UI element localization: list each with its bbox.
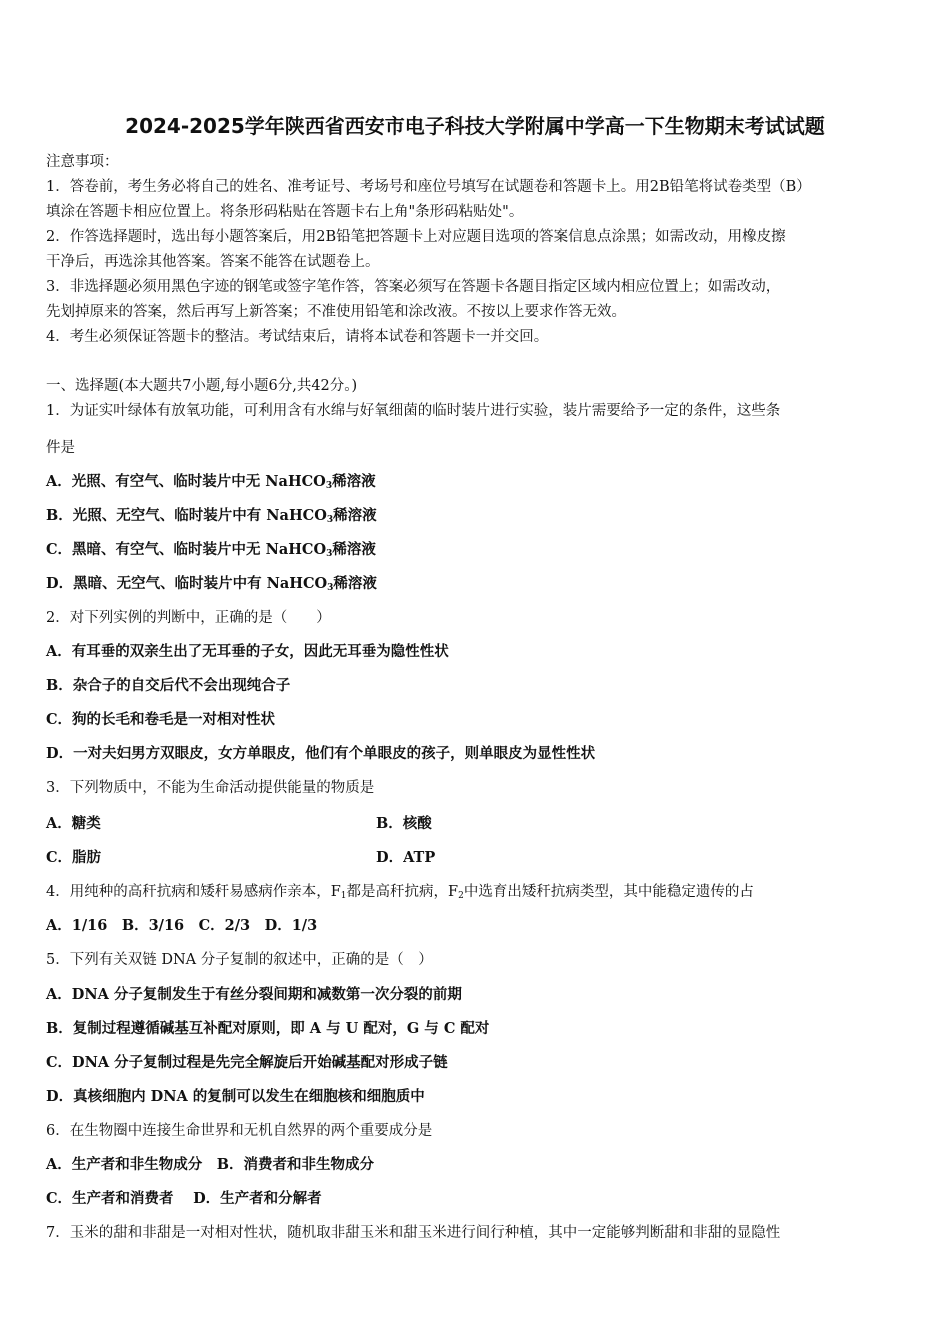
notice-line: 4．考生必须保证答题卡的整洁。考试结束后，请将本试卷和答题卡一并交回。 — [46, 329, 549, 345]
question-1-stem-cont: 件是 — [46, 440, 75, 456]
page-title: 2024-2025学年陕西省西安市电子科技大学附属中学高一下生物期末考试试题 — [125, 114, 825, 138]
question-text: 都是高秆抗病，F — [346, 884, 459, 900]
notice-line: 先划掉原来的答案，然后再写上新答案；不准使用铅笔和涂改液。不按以上要求作答无效。 — [46, 304, 626, 320]
option-text: C．黑暗、有空气、临时装片中无 NaHCO — [46, 541, 327, 558]
question-1-option-b — [46, 506, 377, 526]
question-3-option-b: B．核酸 — [376, 815, 432, 832]
question-3-option-a: A．糖类 — [46, 815, 101, 832]
question-3-stem — [46, 778, 374, 798]
option-tail: 稀溶液 — [333, 575, 377, 592]
question-5-option-d: D．真核细胞内 DNA 的复制可以发生在细胞核和细胞质中 — [46, 1088, 425, 1105]
question-1-option-c — [46, 540, 376, 560]
question-1-option-d — [46, 574, 377, 594]
question-6-stem — [46, 1121, 432, 1141]
question-1-option-a — [46, 472, 376, 492]
option-text: B．光照、无空气、临时装片中有 NaHCO — [46, 507, 327, 524]
question-text: 中选育出矮秆抗病类型，其中能稳定遗传的占 — [463, 884, 754, 900]
question-6-options-ab: A．生产者和非生物成分 B．消费者和非生物成分 — [46, 1156, 375, 1173]
question-text: 下列有关双链 DNA 分子复制的叙述中，正确的是（ ） — [69, 952, 433, 968]
notice-line: 干净后，再选涂其他答案。答案不能答在试题卷上。 — [46, 254, 380, 270]
subscript: 3 — [326, 515, 334, 525]
notice-heading: 注意事项： — [46, 154, 119, 170]
question-5-option-a: A．DNA 分子复制发生于有丝分裂间期和减数第一次分裂的前期 — [46, 986, 462, 1003]
question-1-stem — [46, 401, 780, 421]
question-2-option-d: D．一对夫妇男方双眼皮，女方单眼皮，他们有个单眼皮的孩子，则单眼皮为显性性状 — [46, 745, 596, 762]
question-2-option-b: B．杂合子的自交后代不会出现纯合子 — [46, 677, 291, 694]
question-number: 3． — [46, 780, 70, 796]
notice-line: 1．答卷前，考生务必将自己的姓名、准考证号、考场号和座位号填写在试题卷和答题卡上。用2B铅笔将试卷类型（B） — [46, 179, 811, 195]
subscript: 3 — [327, 583, 334, 593]
question-number: 2． — [46, 610, 70, 626]
question-number: 5． — [46, 952, 70, 968]
question-number: 6． — [46, 1123, 70, 1139]
subscript: 2 — [458, 891, 464, 901]
question-number: 4． — [46, 884, 70, 900]
question-2-stem — [46, 608, 331, 628]
question-5-stem — [46, 950, 433, 970]
question-text: 下列物质中，不能为生命活动提供能量的物质是 — [69, 780, 375, 796]
question-5-option-c: C．DNA 分子复制过程是先完全解旋后开始碱基配对形成子链 — [46, 1054, 448, 1071]
question-7-stem — [46, 1223, 780, 1243]
option-tail: 稀溶液 — [333, 507, 377, 524]
subscript: 3 — [325, 481, 333, 491]
question-6-options-cd: C．生产者和消费者 D．生产者和分解者 — [46, 1190, 322, 1207]
question-4-options: A．1/16 B．3/16 C．2/3 D．1/3 — [46, 917, 318, 934]
question-4-stem — [46, 882, 754, 902]
question-text: 为证实叶绿体有放氧功能，可利用含有水绵与好氧细菌的临时装片进行实验，装片需要给予一定的条件，这些条 — [69, 403, 781, 419]
notice-line: 3．非选择题必须用黑色字迹的钢笔或签字笔作答，答案必须写在答题卡各题目指定区域内相应位置上；如需改动， — [46, 279, 781, 295]
question-text: 用纯种的高秆抗病和矮秆易感病作亲本，F — [69, 884, 341, 900]
question-2-option-c: C．狗的长毛和卷毛是一对相对性状 — [46, 711, 276, 728]
option-tail: 稀溶液 — [332, 541, 376, 558]
option-text: A．光照、有空气、临时装片中无 NaHCO — [46, 473, 326, 490]
subscript: 3 — [326, 549, 333, 559]
question-2-option-a: A．有耳垂的双亲生出了无耳垂的子女，因此无耳垂为隐性性状 — [46, 643, 449, 660]
notice-line: 填涂在答题卡相应位置上。将条形码粘贴在答题卡右上角"条形码粘贴处"。 — [46, 204, 524, 220]
subscript: 1 — [340, 891, 347, 901]
question-3-option-d: D．ATP — [376, 849, 436, 866]
option-text: D．黑暗、无空气、临时装片中有 NaHCO — [46, 575, 328, 592]
question-3-option-c: C．脂肪 — [46, 849, 102, 866]
question-text: 玉米的甜和非甜是一对相对性状，随机取非甜玉米和甜玉米进行间行种植，其中一定能够判断甜和非甜的显隐性 — [69, 1225, 781, 1241]
question-text: 在生物圈中连接生命世界和无机自然界的两个重要成分是 — [69, 1123, 433, 1139]
question-5-option-b: B．复制过程遵循碱基互补配对原则，即 A 与 U 配对，G 与 C 配对 — [46, 1020, 490, 1037]
question-number: 1． — [46, 403, 70, 419]
section-heading: 一、选择题(本大题共7小题,每小题6分,共42分。) — [46, 378, 358, 394]
question-number: 7． — [46, 1225, 70, 1241]
notice-line: 2．作答选择题时，选出每小题答案后，用2B铅笔把答题卡上对应题目选项的答案信息点涂黑；如需改动，用橡皮擦 — [46, 229, 786, 245]
question-text: 对下列实例的判断中，正确的是（ ） — [69, 610, 331, 626]
option-tail: 稀溶液 — [332, 473, 376, 490]
